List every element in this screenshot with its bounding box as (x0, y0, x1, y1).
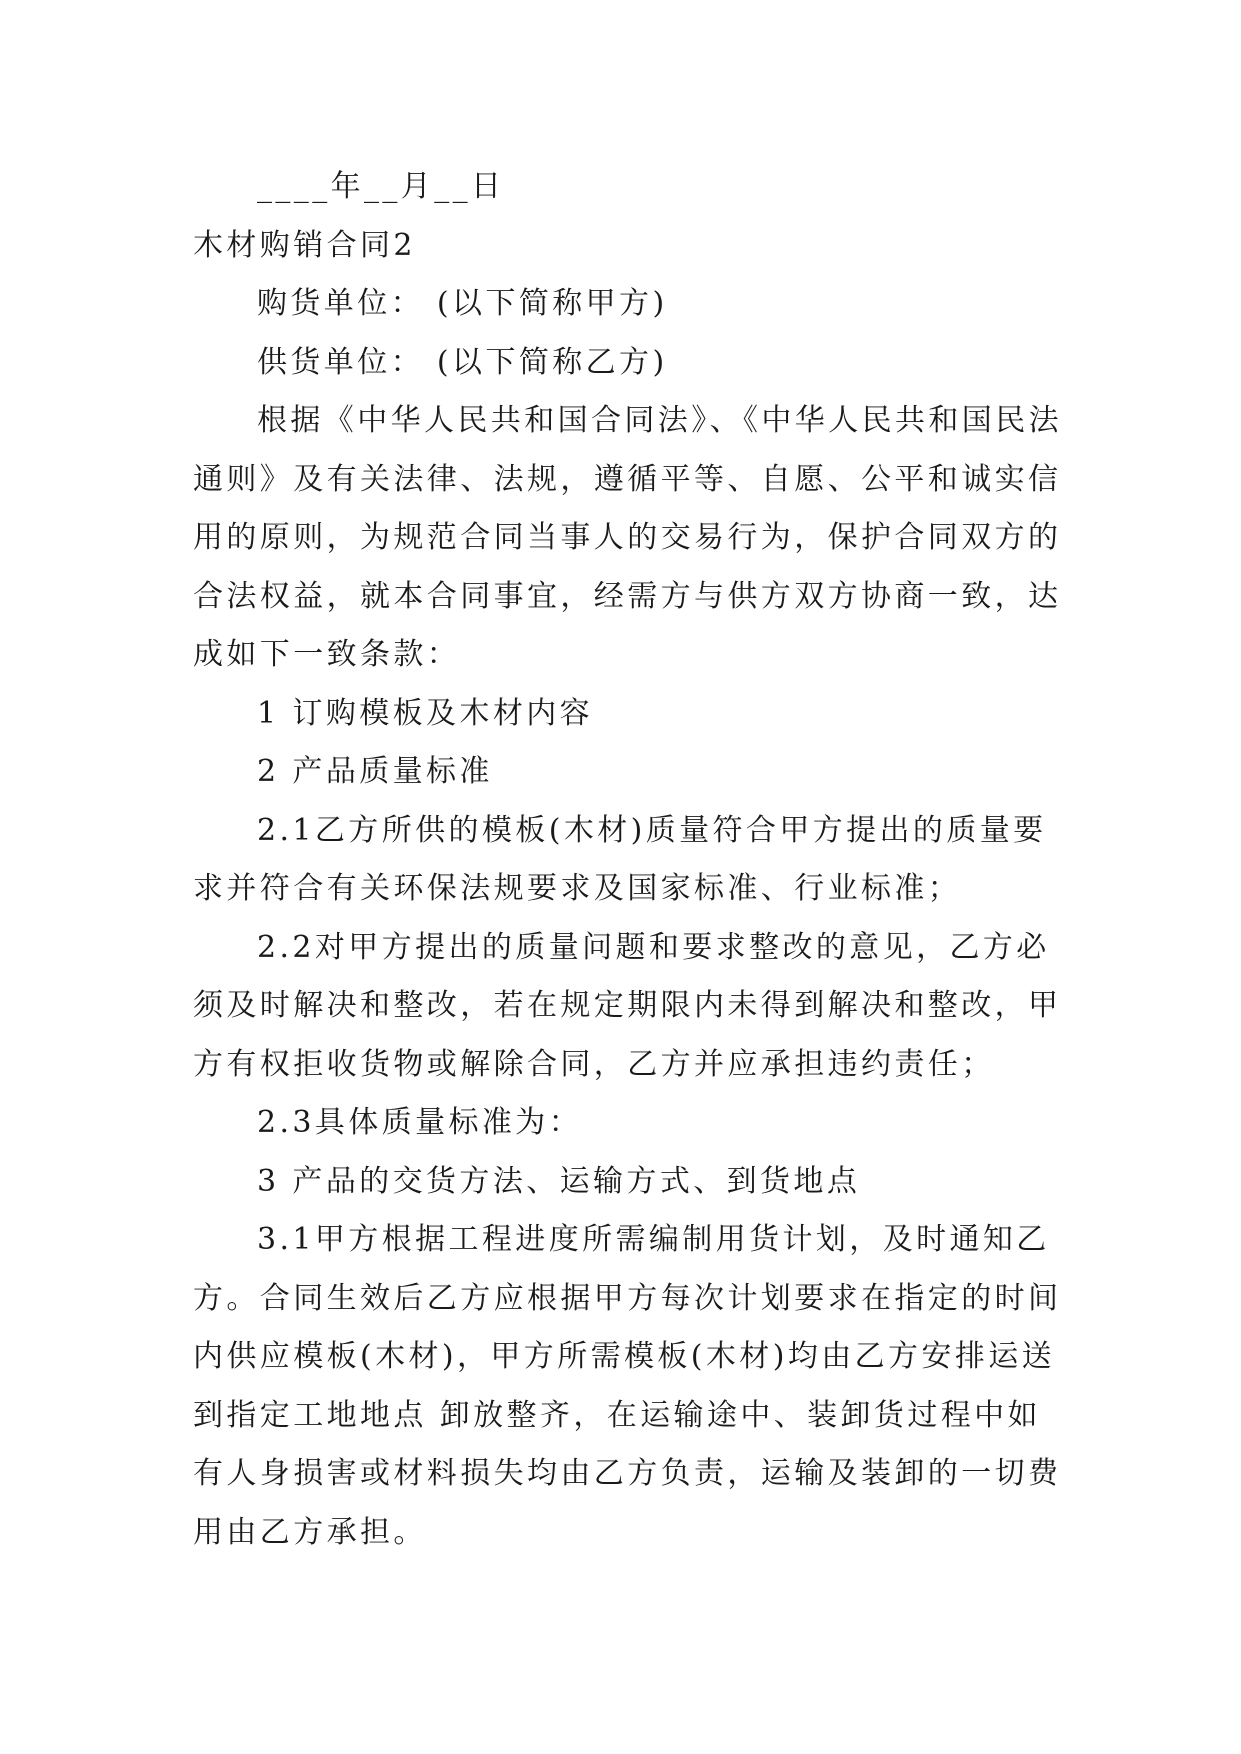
clause-line: 2.3具体质量标准为： (257, 1105, 583, 1140)
clause-line: 内供应模板(木材)，甲方所需模板(木材)均由乙方安排运送 (193, 1339, 1056, 1374)
clause-line: 求并符合有关环保法规要求及国家标准、行业标准； (193, 871, 962, 906)
paragraph-line: 通则》及有关法律、法规，遵循平等、自愿、公平和诚实信 (193, 461, 1062, 497)
clause-line: 2.2对甲方提出的质量问题和要求整改的意见，乙方必 (257, 929, 1050, 965)
document-title: 木材购销合同2 (193, 227, 416, 263)
section-heading: 3 产品的交货方法、运输方式、到货地点 (257, 1163, 861, 1199)
clause-line: 方有权拒收货物或解除合同，乙方并应承担违约责任； (193, 1046, 995, 1082)
section-heading: 2 产品质量标准 (257, 754, 493, 789)
clause-line: 3.1甲方根据工程进度所需编制用货计划，及时通知乙 (257, 1222, 1050, 1257)
paragraph-line: 成如下一致条款： (193, 637, 461, 672)
clause-line: 须及时解决和整改，若在规定期限内未得到解决和整改，甲 (193, 988, 1062, 1023)
clause-line: 用由乙方承担。 (193, 1514, 427, 1550)
clause-line: 2.1乙方所供的模板(木材)质量符合甲方提出的质量要 (257, 812, 1047, 848)
supplier-line: 供货单位： (以下简称乙方) (257, 344, 668, 380)
paragraph-line: 根据《中华人民共和国合同法》、《中华人民共和国民法 (257, 403, 1062, 438)
clause-line: 到指定工地地点 卸放整齐，在运输途中、装卸货过程中如 (193, 1397, 1041, 1433)
paragraph-line: 用的原则，为规范合同当事人的交易行为，保护合同双方的 (193, 520, 1062, 555)
clause-line: 有人身损害或材料损失均由乙方负责，运输及装卸的一切费 (193, 1456, 1062, 1491)
section-heading: 1 订购模板及木材内容 (257, 695, 594, 731)
document-body (193, 158, 1062, 1562)
buyer-line: 购货单位： (以下简称甲方) (257, 286, 668, 321)
paragraph-line: 合法权益，就本合同事宜，经需方与供方双方协商一致，达 (193, 578, 1062, 614)
date-line: ____年__月__日 (257, 169, 505, 204)
clause-line: 方。合同生效后乙方应根据甲方每次计划要求在指定的时间 (193, 1280, 1062, 1316)
